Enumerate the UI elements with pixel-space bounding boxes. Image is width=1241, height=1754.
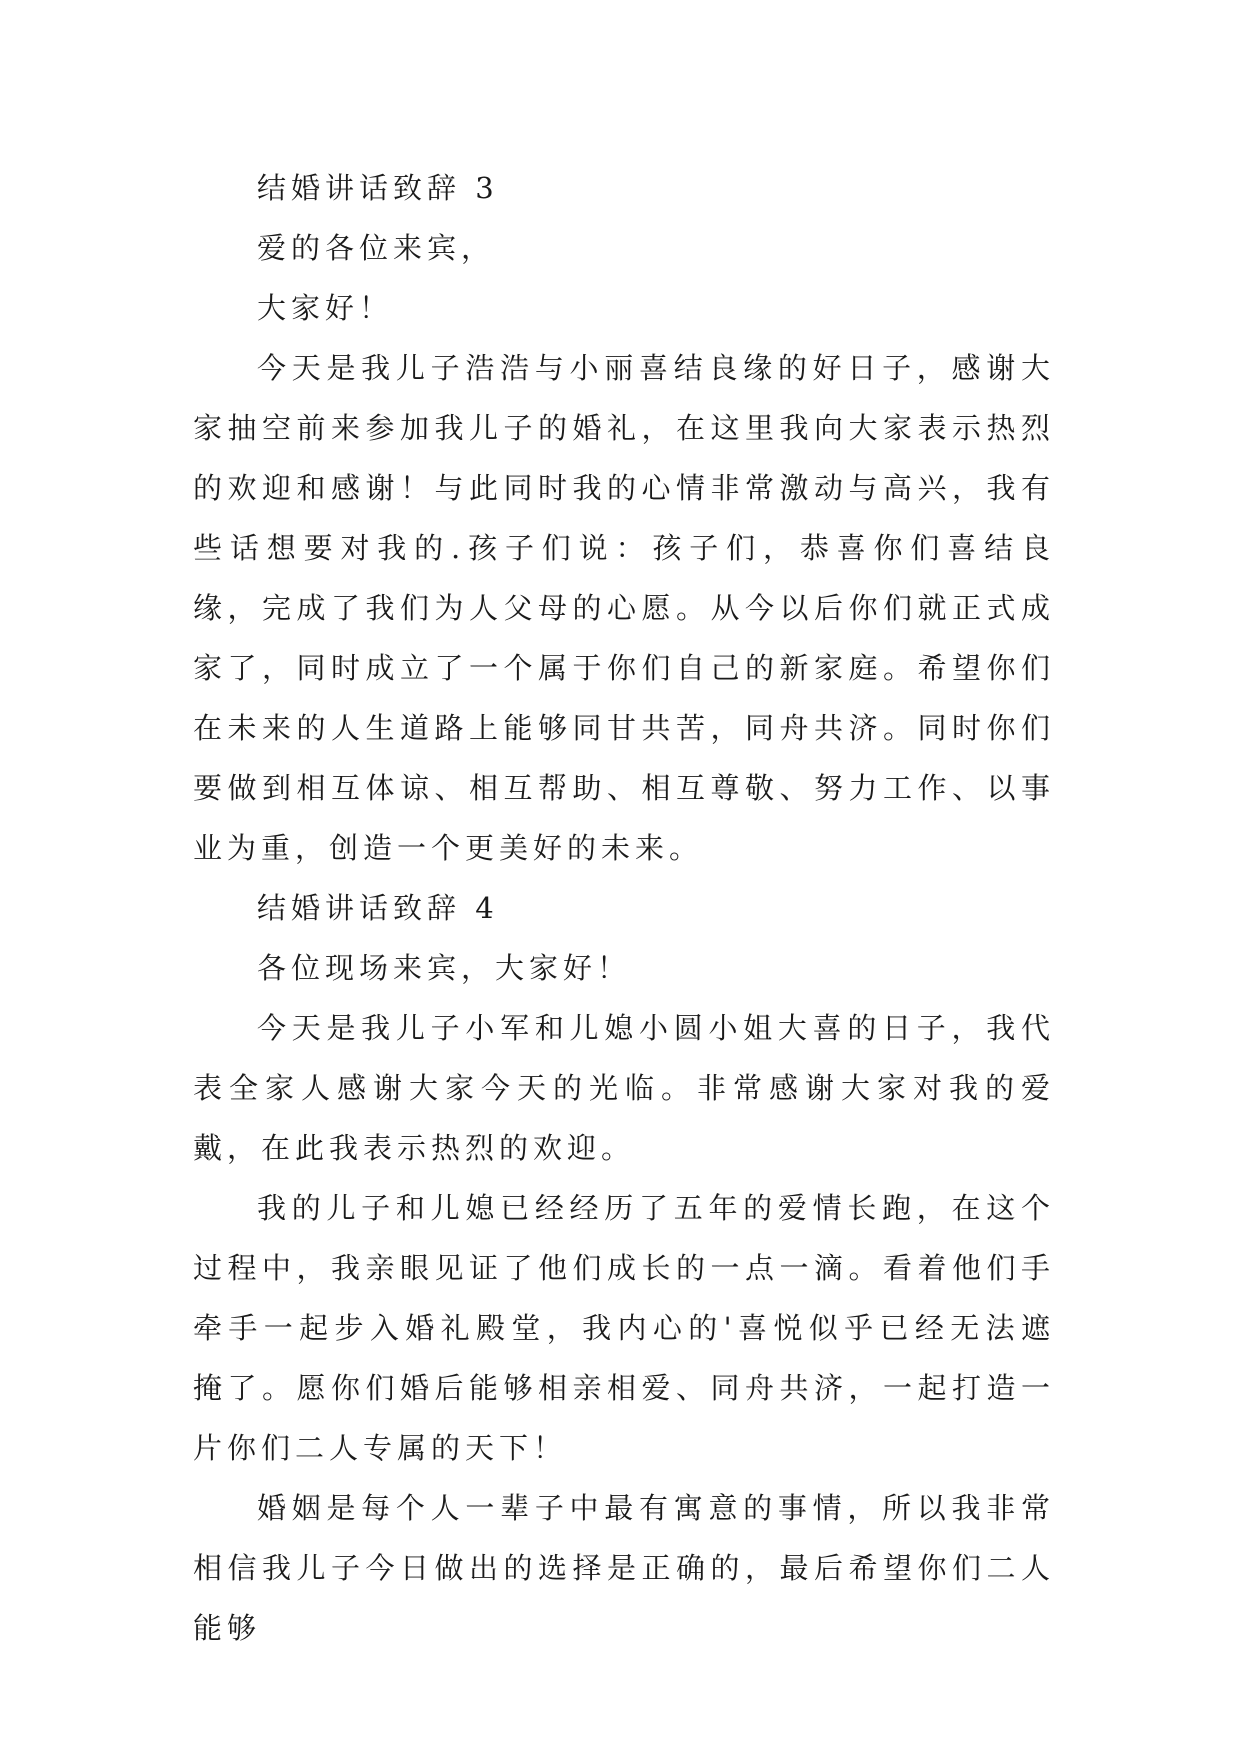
- body-paragraph: 今天是我儿子浩浩与小丽喜结良缘的好日子，感谢大家抽空前来参加我儿子的婚礼，在这里我向大家表示热烈的欢迎和感谢！与此同时我的心情非常激动与高兴，我有些话想要对我的.孩子们说：孩子们，恭喜你们喜结良缘，完成了我们为人父母的心愿。从今以后你们就正式成家了，同时成立了一个属于你们自己的新家庭。希望你们在未来的人生道路上能够同甘共苦，同舟共济。同时你们要做到相互体谅、相互帮助、相互尊敬、努力工作、以事业为重，创造一个更美好的未来。: [193, 351, 1055, 865]
- greeting: 大家好！: [257, 291, 394, 325]
- salutation: 爱的各位来宾，: [257, 231, 496, 265]
- document-body: [193, 158, 1055, 1658]
- body-paragraph: 婚姻是每个人一辈子中最有寓意的事情，所以我非常相信我儿子今日做出的选择是正确的，最后希望你们二人能够: [193, 1491, 1055, 1645]
- section-heading: 结婚讲话致辞 3: [257, 171, 499, 205]
- body-paragraph: 今天是我儿子小军和儿媳小圆小姐大喜的日子，我代表全家人感谢大家今天的光临。非常感谢大家对我的爱戴，在此我表示热烈的欢迎。: [193, 1011, 1055, 1165]
- salutation: 各位现场来宾，大家好！: [257, 951, 632, 985]
- body-paragraph: 我的儿子和儿媳已经经历了五年的爱情长跑，在这个过程中，我亲眼见证了他们成长的一点一滴。看着他们手牵手一起步入婚礼殿堂，我内心的'喜悦似乎已经无法遮掩了。愿你们婚后能够相亲相爱、同舟共济，一起打造一片你们二人专属的天下！: [193, 1191, 1055, 1465]
- section-heading: 结婚讲话致辞 4: [257, 891, 499, 925]
